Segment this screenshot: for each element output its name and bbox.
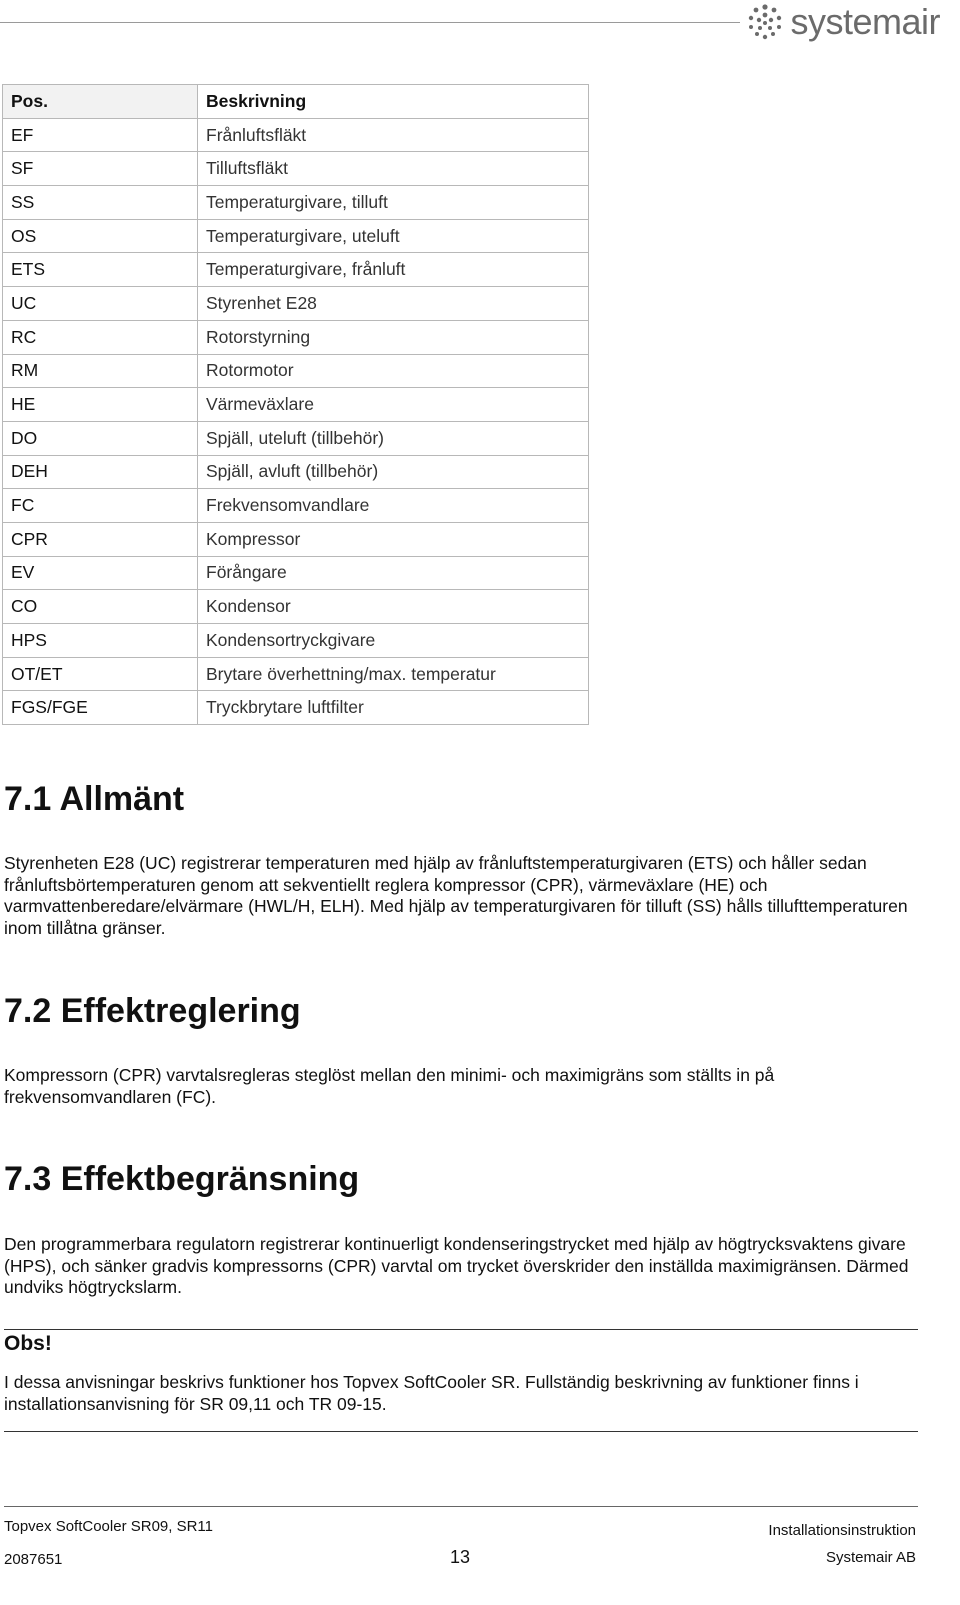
table-cell-description: Kondensortryckgivare (198, 624, 589, 658)
table-cell-pos: HPS (3, 624, 198, 658)
table-row (3, 152, 589, 186)
section-text-effektbegransning: Den programmerbara regulatorn registrerar kontinuerligt kondenseringstrycket med hjälp av högtrycksvaktens givare (HPS), och sänker gradvis kompressorns (CPR) varvtal om trycket överskrider den inställda maximigränsen. Därmed undviks högtryckslarm. (4, 1234, 909, 1297)
table-row (3, 388, 589, 422)
table-cell-description: Kondensor (198, 590, 589, 624)
section-heading-allmant: 7.1 Allmänt (4, 780, 185, 818)
table-row (3, 590, 589, 624)
table-cell-description: Tilluftsfläkt (198, 152, 589, 186)
brand-name: systemair (790, 1, 940, 42)
note-title: Obs! (4, 1332, 52, 1355)
section-text-effektreglering: Kompressorn (CPR) varvtalsregleras steglöst mellan den minimi- och maximigräns som ställts in på frekvensomvandlaren (FC). (4, 1065, 775, 1107)
table-cell-description: Styrenhet E28 (198, 287, 589, 321)
table-header-row (3, 85, 589, 119)
table-cell-description: Spjäll, uteluft (tillbehör) (198, 421, 589, 455)
table-cell-pos: ETS (3, 253, 198, 287)
table-row (3, 421, 589, 455)
table-row (3, 320, 589, 354)
table-cell-pos: CPR (3, 522, 198, 556)
table-cell-description: Värmeväxlare (198, 388, 589, 422)
table-row (3, 354, 589, 388)
footer-rule (4, 1506, 918, 1507)
table-row (3, 118, 589, 152)
table-cell-pos: DEH (3, 455, 198, 489)
table-cell-description: Förångare (198, 556, 589, 590)
table-row (3, 691, 589, 725)
table-body (3, 118, 589, 724)
footer-company: Systemair AB (825, 1549, 916, 1566)
table-cell-pos: CO (3, 590, 198, 624)
table-row (3, 522, 589, 556)
note-text: I dessa anvisningar beskrivs funktioner hos Topvex SoftCooler SR. Fullständig beskrivning av funktioner finns i installationsanvisning för SR 09,11 och TR 09-15. (4, 1372, 859, 1414)
table-cell-description: Rotormotor (198, 354, 589, 388)
table-cell-description: Tryckbrytare luftfilter (198, 691, 589, 725)
table-cell-description: Temperaturgivare, frånluft (198, 253, 589, 287)
section-heading-effektreglering: 7.2 Effektreglering (4, 992, 301, 1030)
section-heading-effektbegransning: 7.3 Effektbegränsning (4, 1160, 360, 1198)
table-row (3, 455, 589, 489)
table-row (3, 556, 589, 590)
table-cell-pos: EV (3, 556, 198, 590)
table-cell-description: Spjäll, avluft (tillbehör) (198, 455, 589, 489)
table-row (3, 287, 589, 321)
table-cell-pos: EF (3, 118, 198, 152)
header-pos: Pos. (3, 85, 198, 119)
table-cell-pos: OS (3, 219, 198, 253)
table-row (3, 489, 589, 523)
footer-page-number: 13 (450, 1547, 471, 1567)
table-cell-pos: DO (3, 421, 198, 455)
table-cell-pos: SS (3, 186, 198, 220)
table-row (3, 219, 589, 253)
section-text-allmant: Styrenheten E28 (UC) registrerar temperaturen med hjälp av frånluftstemperaturgivaren (ETS) och håller sedan frånluftsbörtemperaturen genom att sekventiellt reglera kompressor (CPR), värmeväxlare (HE) och varmvattenberedare/elvärmare (HWL/H, ELH). Med hjälp av temperaturgivaren för tilluft (SS) hålls tillufttemperaturen inom tillåtna gränser. (4, 853, 908, 938)
brand-logo (746, 0, 940, 44)
table-cell-pos: SF (3, 152, 198, 186)
table-row (3, 624, 589, 658)
table-cell-pos: RM (3, 354, 198, 388)
table-cell-description: Frånluftsfläkt (198, 118, 589, 152)
footer-doc-type: Installationsinstruktion (768, 1522, 916, 1539)
table-cell-pos: OT/ET (3, 657, 198, 691)
table-cell-pos: FGS/FGE (3, 691, 198, 725)
table-cell-pos: HE (3, 388, 198, 422)
table-cell-pos: UC (3, 287, 198, 321)
dot-cluster-logo-icon (746, 3, 784, 41)
table-cell-description: Temperaturgivare, tilluft (198, 186, 589, 220)
position-table (2, 84, 589, 725)
table-row (3, 186, 589, 220)
table-row (3, 253, 589, 287)
table-cell-description: Brytare överhettning/max. temperatur (198, 657, 589, 691)
footer-product: Topvex SoftCooler SR09, SR11 (4, 1518, 213, 1535)
table-cell-pos: FC (3, 489, 198, 523)
table-cell-description: Kompressor (198, 522, 589, 556)
table-cell-pos: RC (3, 320, 198, 354)
note-top-rule (4, 1329, 918, 1330)
table-row (3, 657, 589, 691)
header-rule (0, 22, 740, 23)
note-bottom-rule (4, 1431, 918, 1432)
header-description: Beskrivning (198, 85, 589, 119)
footer-doc-number: 2087651 (4, 1551, 63, 1568)
table-cell-description: Rotorstyrning (198, 320, 589, 354)
table-cell-description: Frekvensomvandlare (198, 489, 589, 523)
table-cell-description: Temperaturgivare, uteluft (198, 219, 589, 253)
